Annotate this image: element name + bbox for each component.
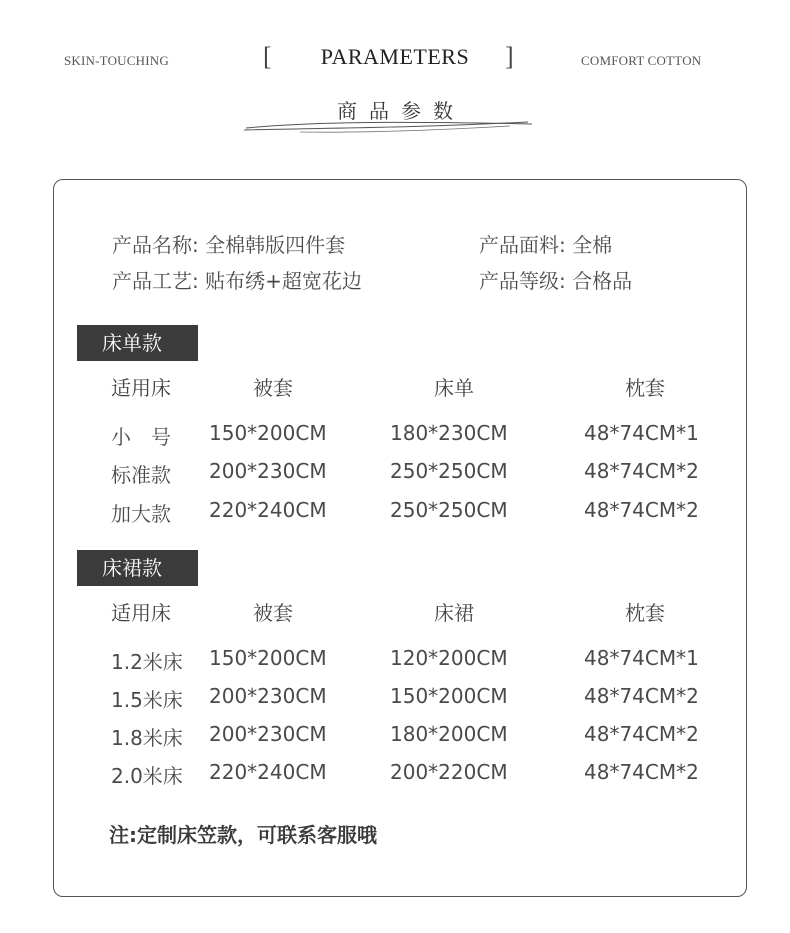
product-name-row (112, 229, 345, 258)
header-right-text: COMFORT COTTON (581, 53, 702, 68)
product-grade-value: 合格品 (572, 269, 633, 293)
table-header-bed: 适用床 (111, 376, 171, 400)
table-cell: 1.2米床 (111, 650, 183, 674)
table-header-duvet: 被套 (253, 376, 293, 400)
bracket-open: [ (263, 42, 272, 71)
bracket-close: ] (505, 42, 514, 71)
table-header-sheet: 床单 (434, 376, 474, 400)
product-grade-row (479, 265, 632, 294)
table-cell: 48*74CM*2 (584, 722, 699, 746)
section-tag-flat-sheet: 床单款 (77, 325, 198, 361)
table-header-skirt: 床裙 (434, 601, 474, 625)
decorative-swoosh-icon (240, 116, 540, 138)
table-cell: 48*74CM*2 (584, 498, 699, 522)
table-cell: 200*230CM (209, 684, 327, 708)
product-fabric-label: 产品面料: (479, 233, 566, 257)
product-fabric-value: 全棉 (572, 233, 613, 257)
table-cell: 220*240CM (209, 498, 327, 522)
header-left-text: SKIN-TOUCHING (64, 53, 169, 68)
table-cell: 120*200CM (390, 646, 508, 670)
section-tag-bed-skirt: 床裙款 (77, 550, 198, 586)
table-cell: 200*220CM (390, 760, 508, 784)
product-name-label: 产品名称: (112, 233, 199, 257)
product-grade-label: 产品等级: (479, 269, 566, 293)
table-cell: 48*74CM*2 (584, 459, 699, 483)
table-cell: 1.5米床 (111, 688, 183, 712)
table-cell: 150*200CM (209, 421, 327, 445)
table-header-bed: 适用床 (111, 601, 171, 625)
table-cell: 48*74CM*1 (584, 421, 699, 445)
table-cell: 小 号 (111, 425, 171, 449)
table-cell: 250*250CM (390, 498, 508, 522)
table-header-duvet: 被套 (253, 601, 293, 625)
product-craft-label: 产品工艺: (112, 269, 199, 293)
table-cell: 1.8米床 (111, 726, 183, 750)
table-cell: 250*250CM (390, 459, 508, 483)
custom-order-note: 注:定制床笠款，可联系客服哦 (109, 823, 377, 847)
table-cell: 200*230CM (209, 722, 327, 746)
table-cell: 48*74CM*2 (584, 760, 699, 784)
table-cell: 220*240CM (209, 760, 327, 784)
table-cell: 200*230CM (209, 459, 327, 483)
product-name-value: 全棉韩版四件套 (205, 233, 346, 257)
table-cell: 标准款 (111, 463, 171, 487)
product-craft-value: 贴布绣+超宽花边 (205, 269, 362, 293)
table-cell: 150*200CM (390, 684, 508, 708)
product-craft-row (112, 265, 362, 294)
page-title-cn: 商品参数 (337, 99, 465, 123)
table-header-pillowcase: 枕套 (625, 601, 665, 625)
table-cell: 150*200CM (209, 646, 327, 670)
table-header-pillowcase: 枕套 (625, 376, 665, 400)
table-cell: 180*230CM (390, 421, 508, 445)
table-cell: 48*74CM*1 (584, 646, 699, 670)
page-title-en: PARAMETERS (320, 44, 470, 69)
table-cell: 48*74CM*2 (584, 684, 699, 708)
table-cell: 2.0米床 (111, 764, 183, 788)
table-cell: 180*200CM (390, 722, 508, 746)
product-fabric-row (479, 229, 612, 258)
table-cell: 加大款 (111, 502, 171, 526)
